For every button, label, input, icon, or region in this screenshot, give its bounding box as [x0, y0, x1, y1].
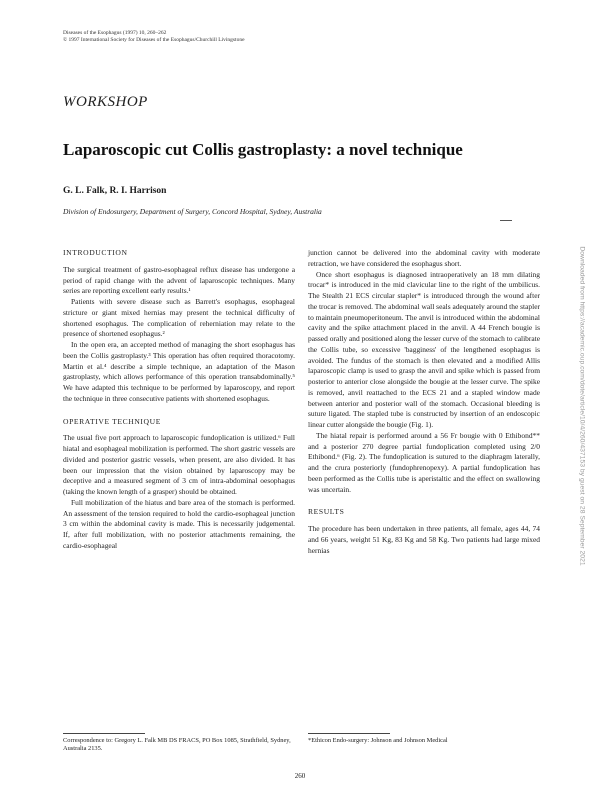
correspondence-footnote: Correspondence to: Gregory L. Falk MB DS FRACS, PO Box 1085, Strathfield, Sydney, Australia 2135. [63, 737, 291, 753]
footnote-rule-right [308, 733, 390, 734]
results-paragraph-1: The procedure has been undertaken in three patients, all female, ages 44, 74 and 66 years, weight 51 Kg, 83 Kg and 58 Kg. Two patients had large mixed hernias [308, 524, 540, 555]
footnote-rule-left [63, 733, 145, 734]
divider [500, 220, 512, 221]
download-watermark-text: Downloaded from https://academic.oup.com/dote/article/10/4/260/437153 by guest on 28 September 2021 [578, 246, 586, 566]
left-column [63, 248, 295, 552]
article-title: Laparoscopic cut Collis gastroplasty: a novel technique [63, 140, 463, 159]
right-paragraph-3: The hiatal repair is performed around a 56 Fr bougie with 0 Ethibond** and a posterior 270 degree partial fundoplication completed using 2/0 Ethibond.⁶ (Fig. 2). The fundoplication is sutured to the diaphragm laterally, and the crura posteriorly (fundophrenopexy). A partial fundoplication has been performed as the Collis tube is aperistaltic and the effect on swallowing was uncertain. [308, 430, 540, 494]
introduction-heading: INTRODUCTION [63, 248, 128, 257]
operative-paragraph-1: The usual five port approach to laparoscopic fundoplication is utilized.⁶ Full hiatal and esophageal mobilization is performed. The short gastric vessels are divided and posterior gastric vessels, when present, are also divided. It has been our impression that the vision obtained by laparoscopy may be deceptive and a measured segment of 3 cm of intra-abdominal oesophagus (taking the known length of a grasper) should be obtained. [63, 433, 295, 496]
intro-paragraph-3: In the open era, an accepted method of managing the short esophagus has been the Collis gastroplasty.³ This operation has often required thoracotomy. Martin et al.⁴ describe a simple technique, an adaptation of the Mason gastroplasty, which allows performance of this operation transabdominally.⁵ We have adapted this technique to be performed by laparoscopy, and report the technique in three consecutive patients with shortened esophagus. [63, 340, 295, 403]
author-affiliation: Division of Endosurgery, Department of Surgery, Concord Hospital, Sydney, Australia [63, 207, 322, 216]
article-authors: G. L. Falk, R. I. Harrison [63, 186, 167, 196]
results-heading: RESULTS [308, 507, 345, 517]
journal-header [63, 30, 245, 44]
right-paragraph-2: Once short esophagus is diagnosed intraoperatively an 18 mm dilating trocar* is introduced in the mid clavicular line to the right of the umbilicus. The Stealth 21 ECS circular stapler* is introduced through the wound after the trocar is removed. The abdominal wall seals adequately around the stapler to maintain pneumoperitoneum. The anvil is introduced within the abdominal cavity and the spike attachment placed in the anvil. A 44 French bougie is passed orally and positioned along the lesser curve of the stomach to calibrate the Collis tube, so excessive 'bagginess' of the lengthened esophagus is avoided. The fundus of the stomach is then elevated and a modified Allis laparoscopic clamp is used to grasp the anvil and spike which is passed from posterior to anterior close alongside the bougie at the lesser curve. The spike is removed, anvil reattached to the ECS 21 and a stapled window made between anterior and posterior wall of the stomach. Occasional bleeding is suture ligated. The stapled tube is constructed by insertion of an endoscopic linear cutter alongside the bougie (Fig. 1). [308, 269, 540, 429]
intro-paragraph-2: Patients with severe disease such as Barrett's esophagus, esophageal stricture or giant mixed hernias may present the technical difficulty of shortened esophagus. The complication of reherniation may relate to the presence of shortened esophagus.² [63, 297, 295, 339]
supplier-footnote: *Ethicon Endo-surgery: Johnson and Johnson Medical [308, 737, 448, 744]
page-number: 260 [294, 772, 306, 780]
right-paragraph-1: junction cannot be delivered into the abdominal cavity with moderate retraction, we have considered the esophagus short. [308, 248, 540, 268]
operative-technique-heading: OPERATIVE TECHNIQUE [63, 416, 161, 426]
operative-paragraph-2: Full mobilization of the hiatus and bare area of the stomach is performed. An assessment of the tension required to hold the cardio-esophageal junction 3 cm within the abdominal cavity is made. This is necessarily judgemental. If, after full mobilization, with no posterior attachments remaining, the cardio-esophageal [63, 497, 295, 550]
journal-citation: Diseases of the Esophagus (1997) 10, 260–262 [63, 30, 167, 36]
section-label: WORKSHOP [63, 94, 148, 110]
intro-paragraph-1: The surgical treatment of gastro-esophageal reflux disease has undergone a period of rapid change with the advent of laparoscopic techniques. Many series are reporting excellent early results.¹ [63, 264, 295, 296]
right-column [308, 248, 540, 556]
journal-copyright: © 1997 International Society for Diseases of the Esophagus/Churchill Livingstone [63, 37, 245, 43]
